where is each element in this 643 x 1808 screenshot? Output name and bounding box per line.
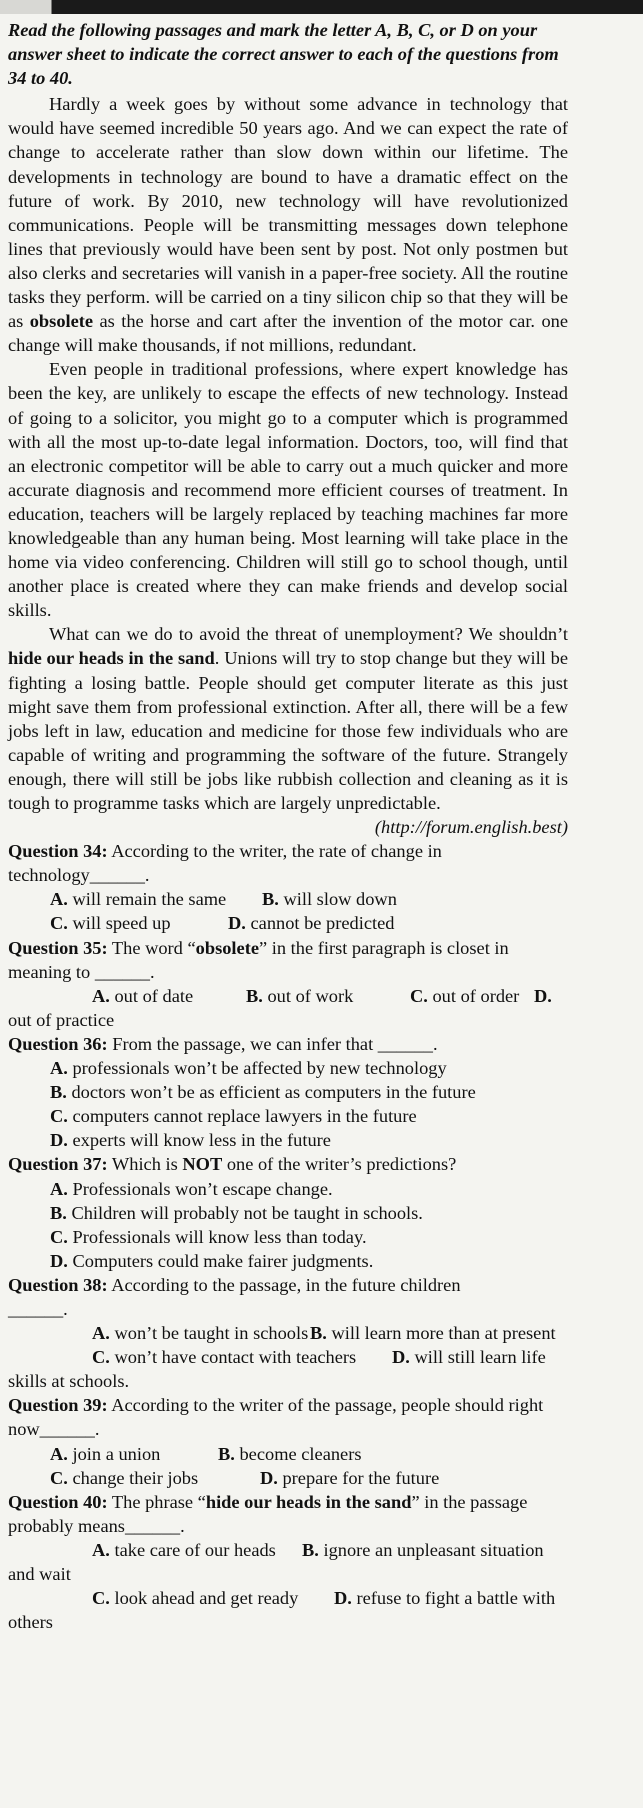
q35-option-a[interactable]: A. out of date	[92, 985, 194, 1006]
source-citation: (http://forum.english.best)	[374, 817, 568, 838]
q36-option-b[interactable]: B. doctors won’t be as efficient as computers in the future	[50, 1082, 476, 1103]
q35-option-d[interactable]: D. out of practice	[8, 985, 552, 1030]
q40-options-row-1	[8, 1538, 568, 1586]
highlight-obsolete: obsolete	[29, 311, 94, 332]
question-label: Question 35:	[8, 937, 108, 958]
q36-option-c[interactable]: C. computers cannot replace lawyers in the future	[50, 1106, 417, 1127]
q39-option-d[interactable]: D. prepare for the future	[260, 1467, 440, 1488]
q35-options	[8, 984, 568, 1032]
q40-option-c[interactable]: C. look ahead and get ready	[92, 1588, 299, 1609]
question-label: Question 37:	[8, 1154, 108, 1175]
question-34: Question 34: According to the writer, the rate of change in technology______.	[8, 841, 442, 886]
q38-option-a[interactable]: A. won’t be taught in schools	[92, 1323, 309, 1344]
q40-options-row-2	[8, 1586, 568, 1634]
q34-option-c[interactable]: C. will speed up	[50, 913, 171, 934]
q39-option-b[interactable]: B. become cleaners	[218, 1443, 362, 1464]
q37-option-a[interactable]: A. Professionals won’t escape change.	[50, 1178, 333, 1199]
question-label: Question 40:	[8, 1491, 108, 1512]
passage-paragraph-1: Hardly a week goes by without some advance in technology that would have seemed incredible 50 years ago. And we can expect the rate of change to accelerate rather than slow down within our lifetime. The developments in technology are bound to have a dramatic effect on the future of work. By 2010, new technology will have revolutionized communications. People will be transmitting messages down telephone lines that previously would have been sent by post. Not only postmen but also clerks and secretaries will vanish in a paper-free society. All the routine tasks they perform. will be carried on a tiny silicon chip so that they will be as obsolete as the horse and cart after the invention of the motor car. one change will make thousands, if not millions, redundant.	[8, 94, 568, 356]
instructions: Read the following passages and mark the letter A, B, C, or D on your answer sheet to indicate the correct answer to each of the questions from 34 to 40.	[8, 20, 559, 89]
q34-option-b[interactable]: B. will slow down	[262, 889, 397, 910]
question-39: Question 39: According to the writer of the passage, people should right now______.	[8, 1395, 544, 1440]
q39-options-row-2	[8, 1466, 568, 1490]
question-40: Question 40: The phrase “hide our heads in the sand” in the passage probably means______.	[8, 1491, 528, 1536]
q35-option-b[interactable]: B. out of work	[246, 985, 354, 1006]
q34-options-row-1	[8, 887, 568, 911]
q40-option-d[interactable]: D. refuse to fight a battle with others	[8, 1588, 556, 1633]
q37-option-c[interactable]: C. Professionals will know less than today.	[50, 1226, 367, 1247]
q34-options-row-2	[8, 911, 568, 935]
question-label: Question 34:	[8, 841, 108, 862]
highlight-idiom: hide our heads in the sand	[8, 648, 215, 669]
q38-option-c[interactable]: C. won’t have contact with teachers	[92, 1347, 357, 1368]
q38-options-row-2	[8, 1345, 568, 1393]
q38-options-row-1	[8, 1321, 568, 1345]
q36-option-a[interactable]: A. professionals won’t be affected by new technology	[50, 1058, 447, 1079]
passage-paragraph-2: Even people in traditional professions, where expert knowledge has been the key, are unlikely to escape the effects of new technology. Instead of going to a solicitor, you might go to a computer which is programmed with all the most up-to-date legal information. Doctors, too, will find that an electronic competitor will be able to carry out a much quicker and more accurate diagnosis and recommend more efficient courses of treatment. In education, teachers will be largely replaced by teaching machines far more knowledgeable than any human being. Most learning will take place in the home via video conferencing. Children will still go to school though, until another place is created where they can make friends and develop social skills.	[8, 359, 568, 621]
q37-option-b[interactable]: B. Children will probably not be taught in schools.	[50, 1202, 423, 1223]
question-label: Question 39:	[8, 1395, 108, 1416]
q36-option-d[interactable]: D. experts will know less in the future	[50, 1130, 331, 1151]
question-35: Question 35: The word “obsolete” in the first paragraph is closet in meaning to ______.	[8, 937, 509, 982]
q39-option-a[interactable]: A. join a union	[50, 1443, 161, 1464]
q38-option-d[interactable]: D. will still learn life skills at schools.	[8, 1347, 546, 1392]
top-scan-strip	[0, 0, 643, 14]
q35-option-c[interactable]: C. out of order	[410, 985, 520, 1006]
q37-option-d[interactable]: D. Computers could make fairer judgments.	[50, 1250, 374, 1271]
question-37: Question 37: Which is NOT one of the writer’s predictions?	[8, 1154, 457, 1175]
q39-options-row-1	[8, 1442, 568, 1466]
q40-option-b[interactable]: B. ignore an unpleasant situation and wait	[8, 1539, 544, 1584]
q34-option-d[interactable]: D. cannot be predicted	[228, 913, 395, 934]
passage-paragraph-3: What can we do to avoid the threat of unemployment? We shouldn’t hide our heads in the sand. Unions will try to stop change but they will be fighting a losing battle. People should get computer literate as this just might save them from professional extinction. After all, there will be a few jobs left in law, education and medicine for those few individuals who are capable of writing and programming the software of the future. Strangely enough, there will still be jobs like rubbish collection and cleaning as it is tough to programme tasks which are largely unpredictable.	[8, 624, 568, 813]
q39-option-c[interactable]: C. change their jobs	[50, 1467, 199, 1488]
q38-option-b[interactable]: B. will learn more than at present	[310, 1323, 556, 1344]
question-36: Question 36: From the passage, we can infer that ______.	[8, 1033, 438, 1054]
exam-document	[8, 18, 568, 1634]
question-label: Question 36:	[8, 1033, 108, 1054]
q34-option-a[interactable]: A. will remain the same	[50, 889, 227, 910]
question-38: Question 38: According to the passage, in the future children ______.	[8, 1274, 461, 1319]
question-label: Question 38:	[8, 1274, 108, 1295]
q40-option-a[interactable]: A. take care of our heads	[92, 1539, 276, 1560]
